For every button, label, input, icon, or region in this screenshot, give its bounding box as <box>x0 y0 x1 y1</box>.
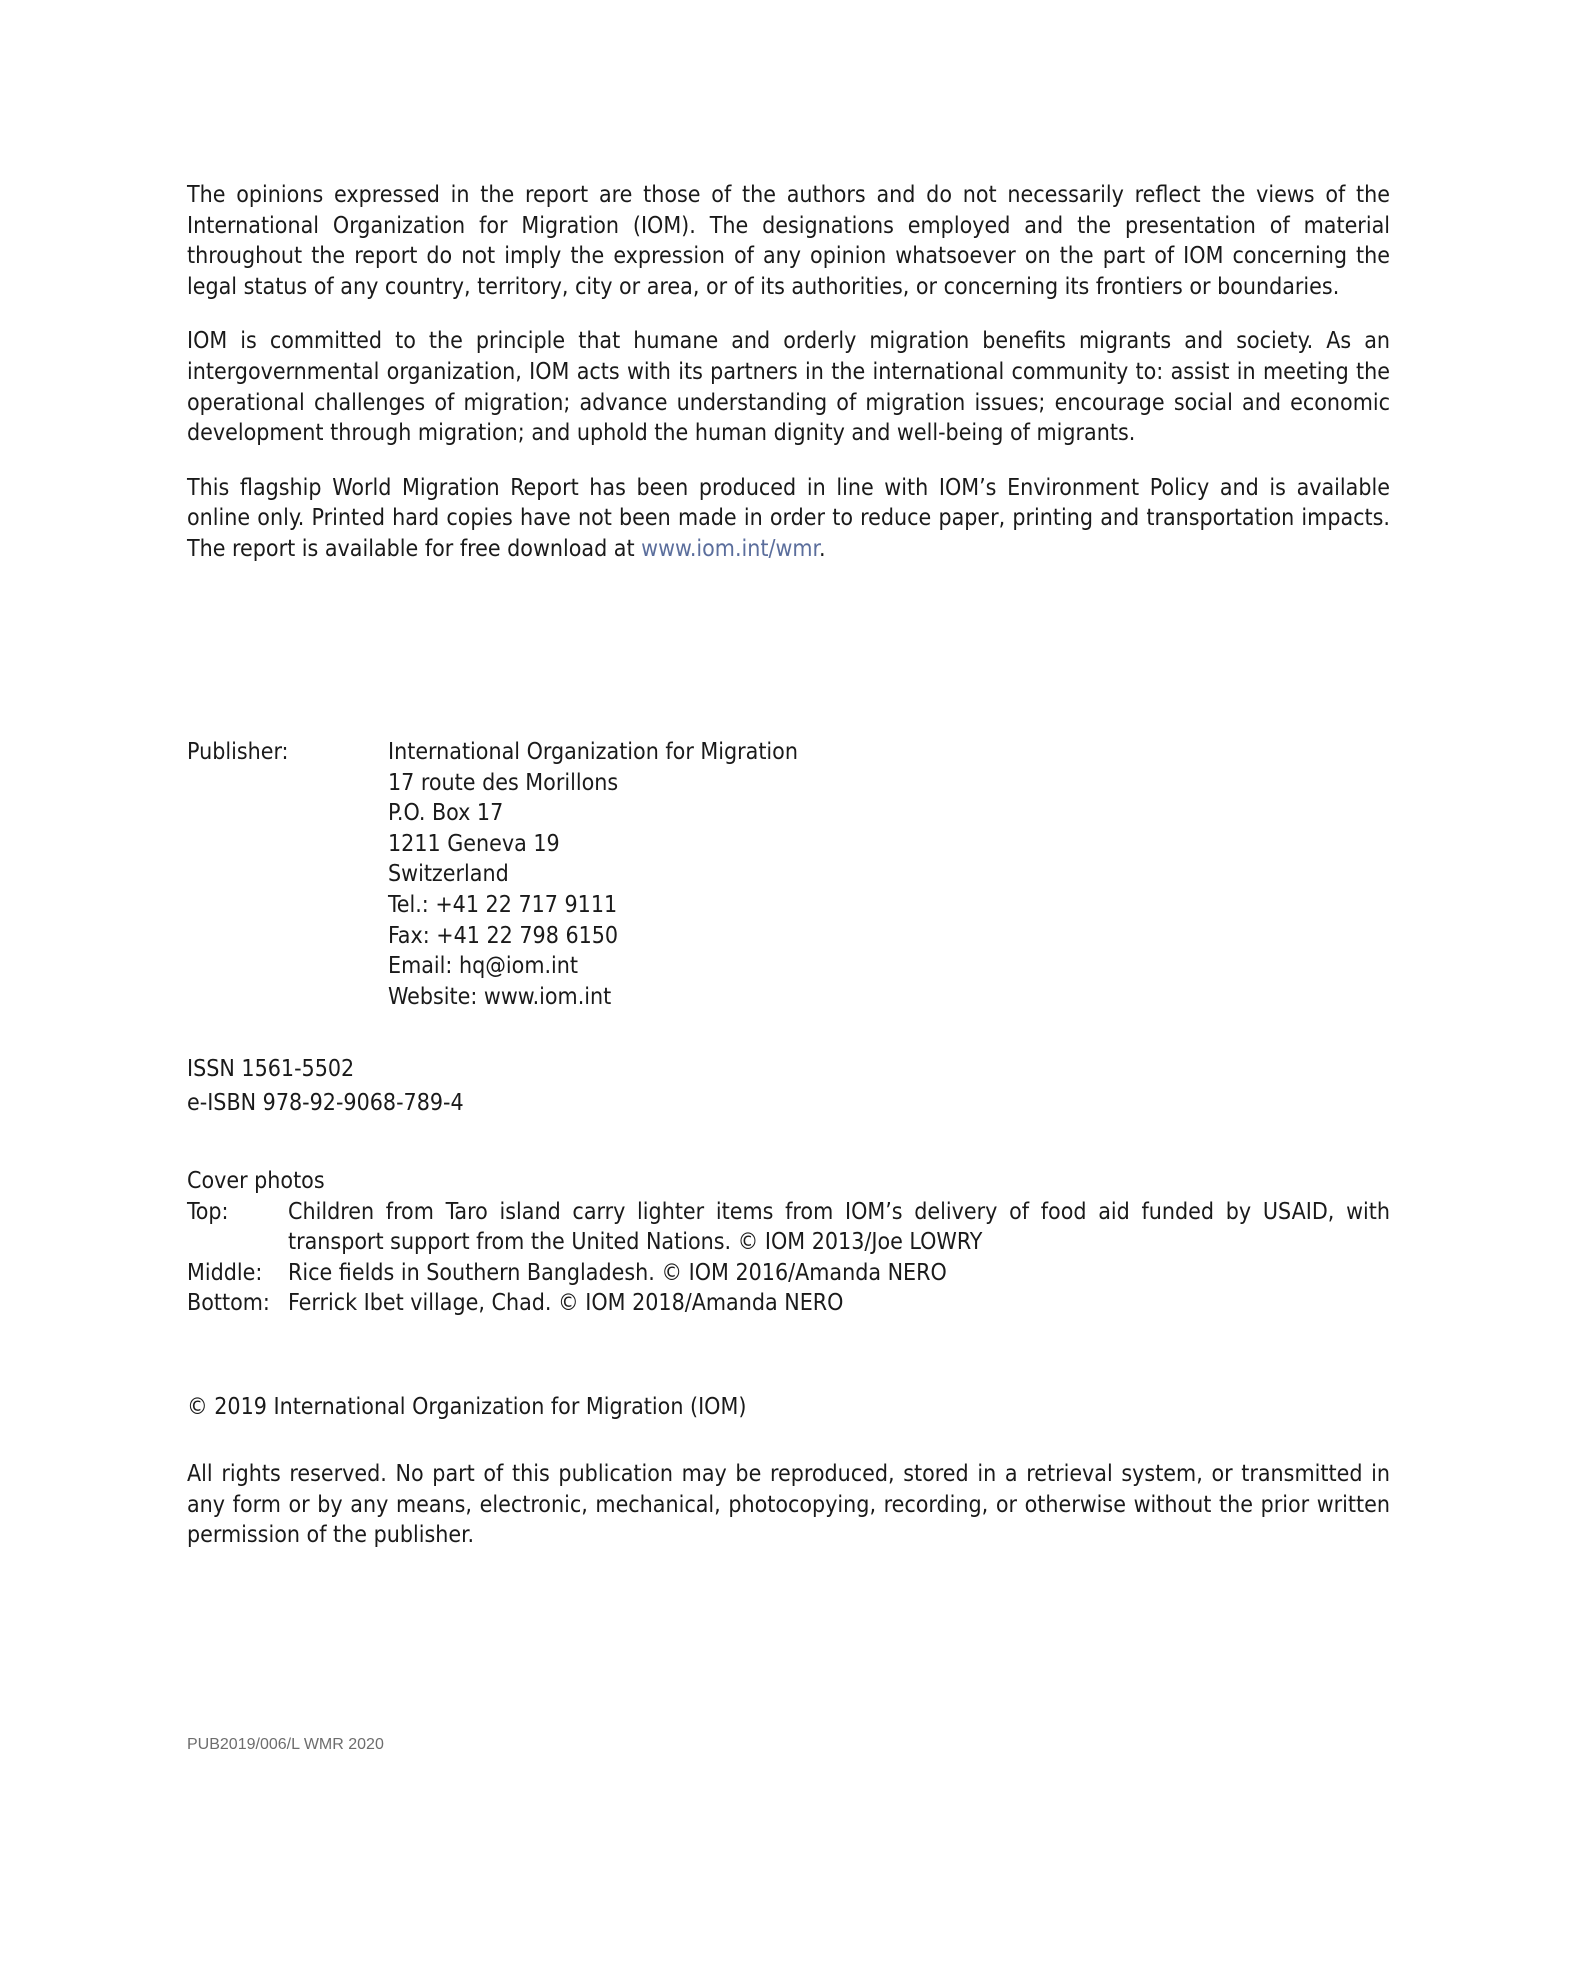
publisher-name: International Organization for Migration <box>388 739 798 765</box>
wmr-download-link[interactable]: www.iom.int/wmr <box>641 535 819 562</box>
publisher-fax: Fax: +41 22 798 6150 <box>388 922 619 949</box>
environment-end: . <box>818 535 826 562</box>
eisbn: e-ISBN 978-92-9068-789-4 <box>187 1090 464 1116</box>
disclaimer-paragraph-1: The opinions expressed in the report are those of the authors and do not necessarily reflect the views of the International Organization for Migration (IOM). The designations employed and the presentation of material throughout the report do not imply the expression of any opinion whatsoever on the part of IOM concerning the legal status of any country, territory, city or area, or of its authorities, or concerning its frontiers or boundaries. <box>187 182 1390 300</box>
cover-photo-label: Middle: <box>187 1259 263 1286</box>
publisher-po-box: P.O. Box 17 <box>388 800 504 827</box>
cover-photo-row <box>187 1258 1390 1289</box>
cover-photo-row <box>187 1197 1390 1258</box>
environment-text: This flagship World Migration Report has been produced in line with IOM’s Environment Policy and is available online only. Printed hard copies have not been made in order to reduce paper, printing and transportation impacts. The report is available for free download at <box>187 474 1390 562</box>
cover-photo-row <box>187 1288 1390 1319</box>
publisher-website[interactable]: Website: www.iom.int <box>388 983 612 1010</box>
publisher-country: Switzerland <box>388 861 509 888</box>
cover-photo-caption: Rice fields in Southern Bangladesh. © IOM 2016/Amanda NERO <box>288 1259 947 1286</box>
publisher-block <box>187 737 798 1012</box>
identifiers-block <box>187 1052 464 1120</box>
publication-code: PUB2019/006/L WMR 2020 <box>187 1736 384 1753</box>
publisher-street: 17 route des Morillons <box>388 769 619 796</box>
cover-photo-caption: Ferrick Ibet village, Chad. © IOM 2018/Amanda NERO <box>288 1290 844 1317</box>
publisher-city: 1211 Geneva 19 <box>388 830 560 857</box>
cover-photo-label: Bottom: <box>187 1290 270 1317</box>
cover-photo-caption: Children from Taro island carry lighter items from IOM’s delivery of food aid funded by USAID, with transport support from the United Nations. © IOM 2013/Joe LOWRY <box>288 1198 1390 1256</box>
publisher-email[interactable]: Email: hq@iom.int <box>388 953 579 980</box>
rights-statement: All rights reserved. No part of this publication may be reproduced, stored in a retrieval system, or transmitted in any form or by any means, electronic, mechanical, photocopying, recording, or otherwise without the prior written permission of the publisher. <box>187 1461 1390 1549</box>
disclaimer-section <box>187 180 1390 565</box>
publisher-tel: Tel.: +41 22 717 9111 <box>388 891 618 918</box>
publisher-address <box>388 737 798 1012</box>
issn: ISSN 1561-5502 <box>187 1056 355 1082</box>
environment-paragraph <box>187 473 1390 565</box>
cover-photos-heading: Cover photos <box>187 1168 325 1194</box>
mission-paragraph: IOM is committed to the principle that humane and orderly migration benefits migrants and society. As an intergovernmental organization, IOM acts with its partners in the international community to: assist in meeting the operational challenges of migration; advance understanding of migration issues; encourage social and economic development through migration; and uphold the human dignity and well-being of migrants. <box>187 328 1390 447</box>
cover-photo-label: Top: <box>187 1198 229 1225</box>
cover-photos-block <box>187 1166 1390 1319</box>
publisher-label: Publisher: <box>187 739 289 765</box>
copyright-notice: © 2019 International Organization for Migration (IOM) <box>187 1394 747 1420</box>
